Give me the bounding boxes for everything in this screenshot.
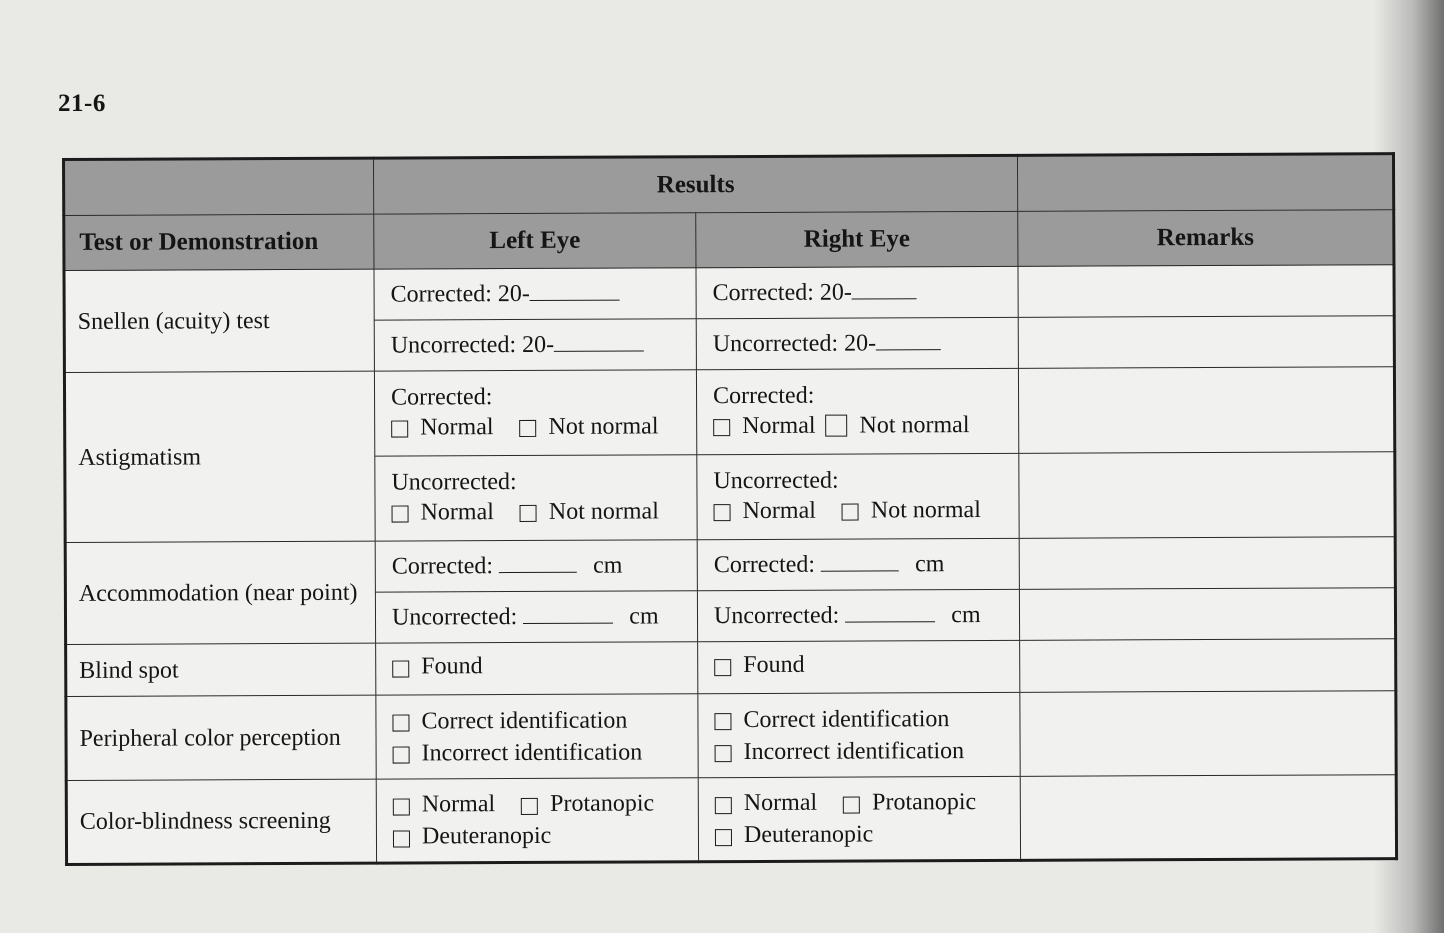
option-label: Not normal xyxy=(870,496,981,523)
option-group xyxy=(713,493,1002,526)
checkbox-icon[interactable] xyxy=(714,659,731,676)
results-table xyxy=(62,152,1398,866)
answer-blank[interactable] xyxy=(821,550,899,571)
option-protanopic[interactable] xyxy=(843,786,976,819)
results-worksheet xyxy=(62,152,1395,866)
remarks-cell[interactable] xyxy=(1020,691,1396,777)
page-number: 21-6 xyxy=(58,90,106,117)
checkbox-icon[interactable] xyxy=(715,797,732,814)
answer-blank[interactable] xyxy=(499,552,577,573)
table-row-astigmatism-corrected xyxy=(64,367,1394,458)
option-normal[interactable] xyxy=(391,496,493,528)
checkbox-icon[interactable] xyxy=(391,420,408,437)
test-label-astigmatism: Astigmatism xyxy=(64,371,375,542)
column-header-remarks: Remarks xyxy=(1018,210,1394,267)
remarks-cell[interactable] xyxy=(1019,588,1395,641)
column-header-test: Test or Demonstration xyxy=(64,214,374,270)
remarks-cell[interactable] xyxy=(1020,775,1396,861)
option-deuteranopic[interactable] xyxy=(393,820,551,853)
option-label: Normal xyxy=(742,497,816,524)
header-blank-cell xyxy=(64,158,374,215)
checkbox-icon[interactable] xyxy=(519,420,536,437)
option-group xyxy=(713,408,1002,441)
answer-blank[interactable] xyxy=(523,603,613,624)
option-not-normal[interactable] xyxy=(825,409,969,442)
option-group xyxy=(715,734,1004,767)
field-label: Uncorrected: xyxy=(713,602,840,630)
option-found[interactable] xyxy=(392,653,482,680)
option-label: Normal xyxy=(743,789,818,817)
left-eye-peripheral xyxy=(376,694,698,779)
column-header-right-eye: Right Eye xyxy=(696,211,1018,267)
answer-blank[interactable] xyxy=(845,601,935,622)
header-blank-cell xyxy=(1018,154,1394,212)
option-protanopic[interactable] xyxy=(521,787,654,820)
option-label: Normal xyxy=(421,791,496,818)
option-label: Normal xyxy=(420,498,494,525)
table-row-peripheral xyxy=(66,691,1396,781)
option-label: Normal xyxy=(420,413,494,440)
remarks-cell[interactable] xyxy=(1019,452,1395,539)
option-group xyxy=(393,787,682,820)
unit-label: cm xyxy=(951,601,981,629)
test-label-peripheral: Peripheral color perception xyxy=(66,695,376,780)
right-eye-color-blindness xyxy=(698,776,1020,861)
right-eye-astigmatism-corrected xyxy=(696,368,1018,454)
field-label: Corrected: 20- xyxy=(390,280,530,308)
checkbox-icon[interactable] xyxy=(392,505,409,522)
option-group xyxy=(393,819,682,852)
checkbox-icon[interactable] xyxy=(392,660,409,677)
right-eye-accommodation-corrected xyxy=(697,538,1019,590)
checkbox-icon[interactable] xyxy=(393,830,410,847)
left-eye-accommodation-corrected xyxy=(375,540,697,592)
option-found[interactable] xyxy=(714,652,804,679)
right-eye-astigmatism-uncorrected xyxy=(697,453,1019,539)
checkbox-icon[interactable] xyxy=(713,419,730,436)
option-label: Protanopic xyxy=(872,789,977,816)
table-row-snellen-corrected xyxy=(64,265,1394,322)
option-group xyxy=(391,410,680,443)
option-label: Normal xyxy=(742,412,816,439)
field-label: Uncorrected: xyxy=(391,604,518,631)
option-label: Incorrect identification xyxy=(743,737,965,765)
field-label: Corrected: xyxy=(712,382,815,409)
option-label: Correct identification xyxy=(743,705,950,733)
left-eye-snellen-uncorrected xyxy=(374,319,696,371)
test-label-snellen: Snellen (acuity) test xyxy=(64,269,374,372)
checkbox-icon[interactable] xyxy=(393,746,410,763)
option-label: Deuteranopic xyxy=(743,821,874,849)
option-normal[interactable] xyxy=(715,787,817,819)
answer-blank[interactable] xyxy=(852,278,917,299)
answer-blank[interactable] xyxy=(876,329,941,350)
checkbox-icon[interactable] xyxy=(843,796,860,813)
option-group xyxy=(715,818,1004,851)
left-eye-astigmatism-corrected xyxy=(374,370,696,456)
table-row-blind-spot xyxy=(66,639,1396,697)
option-label: Not normal xyxy=(548,412,659,440)
unit-label: cm xyxy=(915,551,945,578)
option-label: Found xyxy=(743,651,805,679)
option-correct-identification[interactable] xyxy=(392,704,627,737)
remarks-cell[interactable] xyxy=(1018,367,1394,454)
option-not-normal[interactable] xyxy=(519,410,658,443)
test-label-blind-spot: Blind spot xyxy=(66,643,376,696)
unit-label: cm xyxy=(629,603,659,630)
option-group xyxy=(715,786,1004,819)
remarks-cell[interactable] xyxy=(1018,316,1394,369)
option-label: Protanopic xyxy=(550,790,655,817)
field-label: Corrected: 20- xyxy=(712,279,852,307)
left-eye-blind-spot xyxy=(376,642,698,695)
right-eye-blind-spot xyxy=(698,640,1020,693)
option-normal[interactable] xyxy=(713,494,815,526)
option-group xyxy=(714,702,1003,735)
test-label-color-blindness: Color-blindness screening xyxy=(66,779,376,864)
option-deuteranopic[interactable] xyxy=(715,818,873,851)
checkbox-icon[interactable] xyxy=(714,713,731,730)
option-correct-identification[interactable] xyxy=(714,703,949,736)
header-row-top xyxy=(64,154,1394,216)
checkbox-icon[interactable] xyxy=(714,504,731,521)
right-eye-accommodation-uncorrected xyxy=(697,589,1019,641)
field-label: Corrected: xyxy=(391,553,494,580)
option-label: Deuteranopic xyxy=(421,822,552,850)
table-row-color-blindness xyxy=(66,775,1396,865)
answer-blank[interactable] xyxy=(530,280,620,301)
checkbox-icon[interactable] xyxy=(715,829,732,846)
option-group xyxy=(392,704,681,737)
option-group xyxy=(391,495,680,528)
table-row-accommodation-corrected xyxy=(65,537,1395,594)
field-label: Uncorrected: xyxy=(391,468,517,496)
checkbox-icon[interactable] xyxy=(715,745,732,762)
checkbox-icon[interactable] xyxy=(393,798,410,815)
answer-blank[interactable] xyxy=(554,330,644,351)
checkbox-icon[interactable] xyxy=(392,714,409,731)
left-eye-color-blindness xyxy=(376,778,698,863)
field-label: Corrected: xyxy=(390,383,493,411)
right-eye-peripheral xyxy=(698,692,1020,777)
left-eye-snellen-corrected xyxy=(374,268,696,320)
option-normal[interactable] xyxy=(391,411,493,443)
left-eye-accommodation-uncorrected xyxy=(375,591,697,643)
test-label-accommodation: Accommodation (near point) xyxy=(65,541,375,644)
option-label: Correct identification xyxy=(421,707,628,734)
option-normal[interactable] xyxy=(393,788,495,820)
option-incorrect-identification[interactable] xyxy=(393,736,643,769)
checkbox-icon[interactable] xyxy=(842,504,859,521)
option-not-normal[interactable] xyxy=(520,495,659,528)
option-label: Not normal xyxy=(859,411,970,439)
remarks-cell[interactable] xyxy=(1019,537,1395,590)
checkbox-icon[interactable] xyxy=(521,797,538,814)
option-group xyxy=(393,736,682,769)
header-row-columns xyxy=(64,210,1394,271)
option-not-normal[interactable] xyxy=(842,493,981,526)
field-label: Uncorrected: 20- xyxy=(390,331,555,359)
field-label: Corrected: xyxy=(713,551,816,579)
field-label: Uncorrected: 20- xyxy=(712,330,877,358)
option-normal[interactable] xyxy=(713,409,815,441)
remarks-cell[interactable] xyxy=(1020,639,1396,693)
right-eye-snellen-uncorrected xyxy=(696,317,1018,369)
right-eye-snellen-corrected xyxy=(696,266,1018,318)
column-header-left-eye: Left Eye xyxy=(374,213,696,269)
unit-label: cm xyxy=(593,552,623,579)
results-header: Results xyxy=(374,155,1018,214)
option-label: Not normal xyxy=(548,497,659,525)
option-incorrect-identification[interactable] xyxy=(715,735,965,768)
left-eye-astigmatism-uncorrected xyxy=(375,455,697,541)
field-label: Uncorrected: xyxy=(713,467,839,494)
option-label: Found xyxy=(421,653,483,680)
checkbox-icon[interactable] xyxy=(825,414,847,436)
checkbox-icon[interactable] xyxy=(520,505,537,522)
remarks-cell[interactable] xyxy=(1018,265,1394,318)
option-label: Incorrect identification xyxy=(421,738,643,766)
